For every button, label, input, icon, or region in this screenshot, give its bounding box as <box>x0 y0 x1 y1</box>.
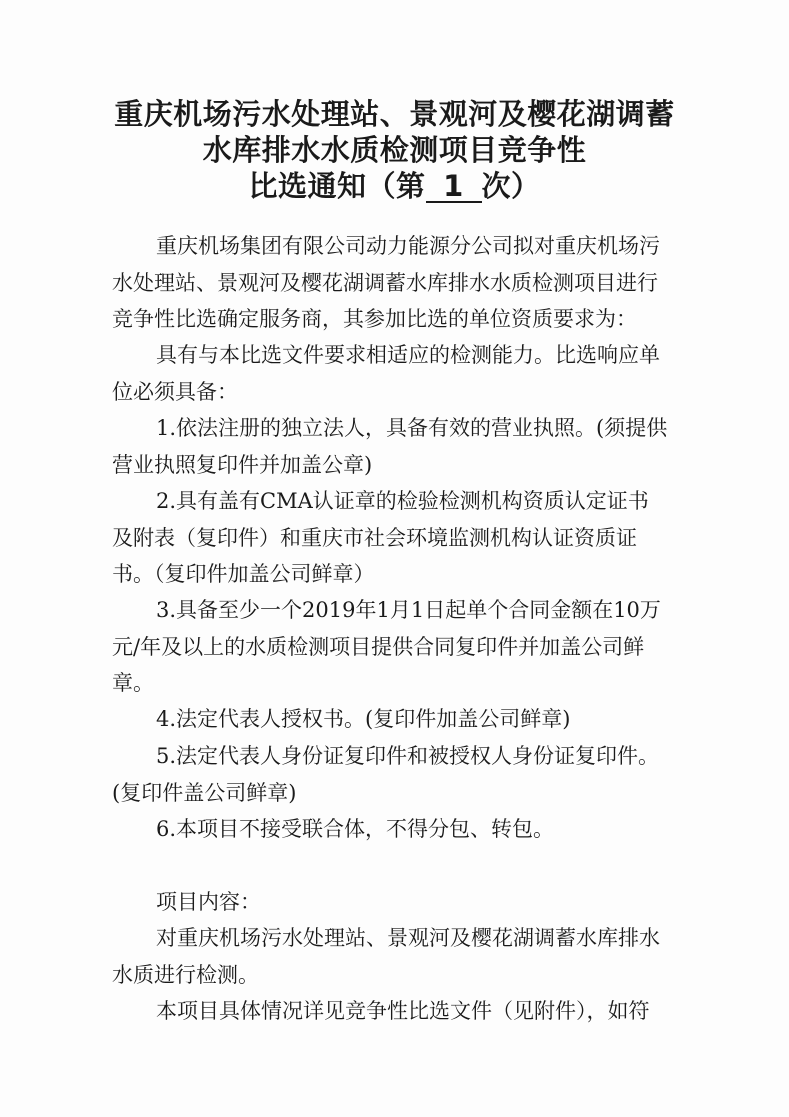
title-suffix: 次） <box>481 169 541 203</box>
requirement-item-4: 4.法定代表人授权书。(复印件加盖公司鲜章) <box>156 707 571 731</box>
closing-paragraph: 本项目具体情况详见竞争性比选文件（见附件），如符 <box>156 999 650 1023</box>
requirement-item-3: 3.具备至少一个2019年1月1日起单个合同金额在10万元/年及以上的水质检测项目提供合同复印件并加盖公司鲜章。 <box>112 598 661 695</box>
document-title-line-3 <box>0 168 789 204</box>
requirement-intro: 具有与本比选文件要求相适应的检测能力。比选响应单位必须具备： <box>112 343 660 404</box>
requirement-item-1: 1.依法注册的独立法人，具备有效的营业执照。(须提供营业执照复印件并加盖公章) <box>112 416 668 477</box>
document-title-line-2: 水库排水水质检测项目竞争性 <box>202 133 587 167</box>
requirement-item-6: 6.本项目不接受联合体，不得分包、转包。 <box>156 817 555 841</box>
requirement-item-2: 2.具有盖有CMA认证章的检验检测机构资质认定证书及附表（复印件）和重庆市社会环境监测机构认证资质证书。（复印件加盖公司鲜章） <box>112 489 649 586</box>
requirement-item-5: 5.法定代表人身份证复印件和被授权人身份证复印件。(复印件盖公司鲜章) <box>112 744 660 805</box>
intro-paragraph: 重庆机场集团有限公司动力能源分公司拟对重庆机场污水处理站、景观河及樱花湖调蓄水库排水水质检测项目进行竞争性比选确定服务商，其参加比选的单位资质要求为： <box>112 234 660 331</box>
title-prefix: 比选通知（第 <box>248 169 426 203</box>
project-content: 对重庆机场污水处理站、景观河及樱花湖调蓄水库排水水质进行检测。 <box>112 926 660 987</box>
project-heading: 项目内容： <box>156 890 261 914</box>
document-title-line-1: 重庆机场污水处理站、景观河及樱花湖调蓄 <box>114 97 675 131</box>
notice-number: 1 <box>426 171 482 203</box>
